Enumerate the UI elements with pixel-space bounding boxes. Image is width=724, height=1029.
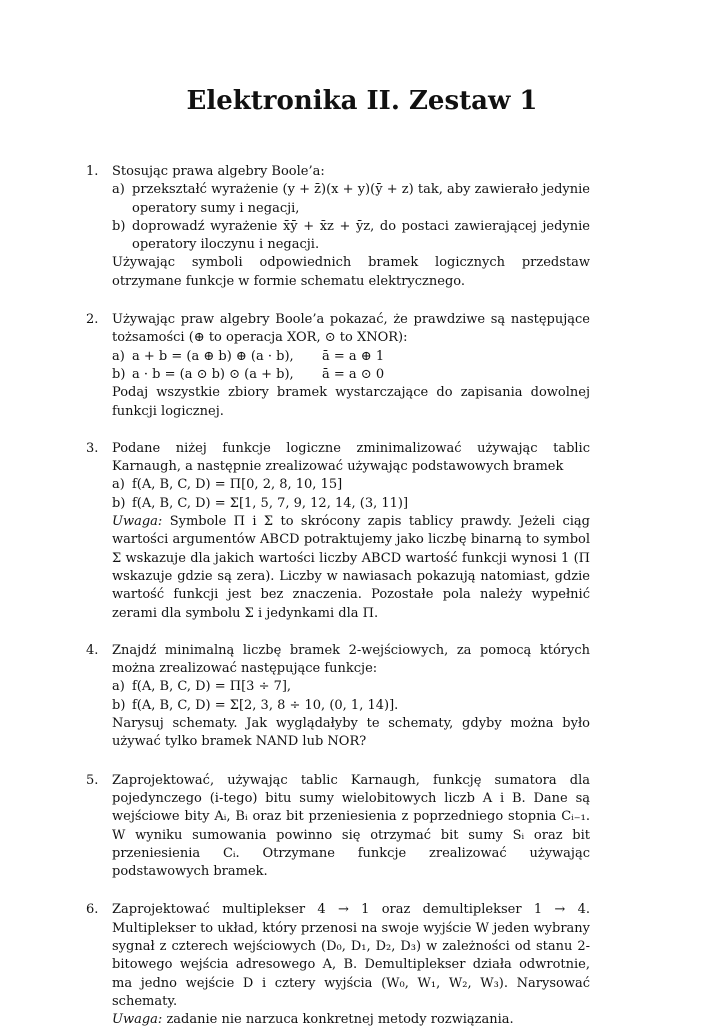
subitem-label: b)	[112, 218, 126, 234]
subitem-b	[112, 697, 590, 715]
subitem-label: b)	[112, 366, 126, 382]
subitem-a	[112, 476, 590, 494]
subitem-text: przekształć wyrażenie (y + z̄)(x + y)(ȳ + z) tak, aby zawierało jedynie operatory sumy i negacji,	[132, 182, 590, 216]
problem-2	[86, 311, 590, 421]
problem-intro: Stosując prawa algebry Boole’a:	[112, 164, 325, 179]
problem-outro: Narysuj schematy. Jak wyglądałyby te schematy, gdyby można było używać tylko bramek NAND lub NOR?	[112, 716, 590, 750]
subitem-b	[112, 218, 590, 255]
problem-note	[112, 1011, 590, 1029]
problem-intro: Podane niżej funkcje logiczne zminimalizować używając tablic Karnaugh, a następnie zrealizować używając podstawowych bramek	[112, 440, 590, 475]
problem-4	[86, 642, 590, 752]
subitem-text: f(A, B, C, D) = Π[3 ÷ 7],	[132, 679, 292, 695]
subitem-text: f(A, B, C, D) = Σ[2, 3, 8 ÷ 10, (0, 1, 14)].	[132, 697, 399, 713]
problem-number: 1.	[86, 164, 99, 179]
subitem-label: a)	[112, 348, 125, 364]
problem-number: 4.	[86, 642, 99, 658]
identity-a	[112, 348, 590, 366]
problem-number: 5.	[86, 772, 99, 788]
subitem-label: a)	[112, 679, 125, 695]
problem-list	[86, 163, 590, 1029]
subitem-label: b)	[112, 495, 126, 511]
problem-outro: Używając symboli odpowiednich bramek logicznych przedstaw otrzymane funkcje w formie schematu elektrycznego.	[112, 255, 590, 289]
problem-3	[86, 440, 590, 623]
problem-note	[112, 513, 590, 623]
identity-b	[112, 366, 590, 384]
subitem-label: b)	[112, 697, 126, 713]
problem-number: 2.	[86, 312, 99, 328]
subitem-text: f(A, B, C, D) = Σ[1, 5, 7, 9, 12, 14, (3, 11)]	[132, 495, 409, 511]
subitem-label: a)	[112, 477, 125, 493]
subitem-text: f(A, B, C, D) = Π[0, 2, 8, 10, 15]	[132, 477, 343, 493]
problem-outro: Podaj wszystkie zbiory bramek wystarczające do zapisania dowolnej funkcji logicznej.	[112, 385, 590, 419]
problem-5	[86, 772, 590, 882]
problem-1	[86, 163, 590, 291]
problem-intro: Znajdź minimalną liczbę bramek 2-wejściowych, za pomocą których można zrealizować następujące funkcje:	[112, 642, 590, 677]
note-label: Uwaga:	[112, 1012, 163, 1028]
problem-number: 6.	[86, 902, 99, 918]
problem-text: Zaprojektować multiplekser 4 → 1 oraz demultiplekser 1 → 4. Multiplekser to układ, który przenosi na swoje wyjście W jeden wybrany sygnał z czterech wejściowych (D₀, D₁, D₂, D₃) w zależności od stanu 2-bitowego wejścia adresowego A, B. Demultiplekser działa odwrotnie, ma jedno wejście D i cztery wyjścia (W₀, W₁, W₂, W₃). Narysować schematy.	[112, 902, 590, 1009]
subitem-a	[112, 181, 590, 218]
subitem-text: doprowadź wyrażenie x̄ȳ + x̄z + ȳz, do postaci zawierającej jedynie operatory iloczynu i negacji.	[132, 218, 590, 253]
note-text: Symbole Π i Σ to skrócony zapis tablicy prawdy. Jeżeli ciąg wartości argumentów ABCD potraktujemy jako liczbę binarną to symbol Σ wskazuje dla jakich wartości liczby ABCD wartość funkcji wynosi 1 (Π wskazuje gdzie są zera). Liczby w nawiasach pokazują natomiast, gdzie wartość funkcji jest bez znaczenia. Pozostałe pola należy wypełnić zerami dla symbolu Σ i jedynkami dla Π.	[112, 514, 590, 621]
note-text: zadanie nie narzuca konkretnej metody rozwiązania.	[166, 1012, 514, 1028]
problem-6	[86, 901, 590, 1029]
identity-right: ā = a ⊙ 0	[322, 366, 385, 382]
subitem-label: a)	[112, 182, 125, 198]
problem-intro: Używając praw algebry Boole’a pokazać, że prawdziwe są następujące tożsamości (⊕ to operacja XOR, ⊙ to XNOR):	[112, 312, 590, 346]
identity-right: ā = a ⊕ 1	[322, 348, 385, 364]
page-title: Elektronika II. Zestaw 1	[186, 86, 538, 116]
note-label: Uwaga:	[112, 514, 163, 530]
subitem-b	[112, 495, 590, 513]
identity-left: a + b = (a ⊕ b) ⊕ (a · b),	[132, 348, 294, 364]
problem-number: 3.	[86, 440, 99, 456]
identity-left: a · b = (a ⊙ b) ⊙ (a + b),	[132, 366, 294, 382]
problem-text: Zaprojektować, używając tablic Karnaugh, funkcję sumatora dla pojedynczego (i-tego) bitu sumy wielobitowych liczb A i B. Dane są wejściowe bity Aᵢ, Bᵢ oraz bit przeniesienia z poprzedniego stopnia Cᵢ₋₁. W wyniku sumowania powinno się otrzymać bit sumy Sᵢ oraz bit przeniesienia Cᵢ. Otrzymane funkcje zrealizować używając podstawowych bramek.	[112, 772, 590, 880]
subitem-a	[112, 678, 590, 696]
